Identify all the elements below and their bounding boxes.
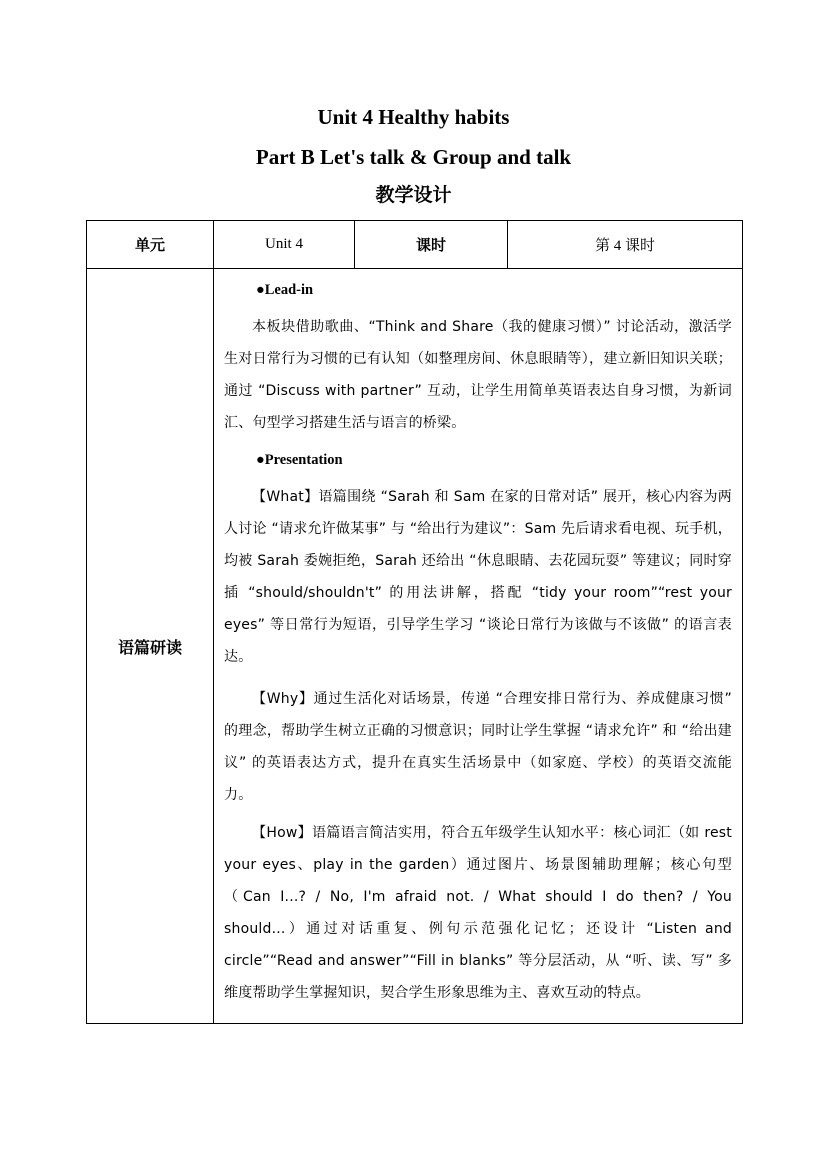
period-value-cell: 第 4 课时 [508, 221, 743, 269]
analysis-label-cell: 语篇研读 [87, 269, 214, 1024]
lesson-title: Part B Let's talk & Group and talk [255, 145, 572, 169]
leadin-paragraph: 本板块借助歌曲、“Think and Share（我的健康习惯）” 讨论活动，激活学生对日常行为习惯的已有认知（如整理房间、休息眼睛等），建立新旧知识关联；通过 “Discuss with partner” 互动，让学生用简单英语表达自身习惯，为新词汇、句型学习搭建生活与语言的桥梁。 [224, 319, 732, 431]
presentation-heading: ●Presentation [256, 452, 343, 468]
analysis-content-cell [214, 269, 743, 1024]
why-paragraph: 【Why】通过生活化对话场景，传递 “合理安排日常行为、养成健康习惯” 的理念，帮助学生树立正确的习惯意识；同时让学生掌握 “请求允许” 和 “给出建议” 的英语表达方式，提升在真实生活场景中（如家庭、学校）的英语交流能力。 [224, 691, 732, 803]
how-paragraph: 【How】语篇语言简洁实用，符合五年级学生认知水平：核心词汇（如 rest your eyes、play in the garden）通过图片、场景图辅助理解；核心句型（Can I...? / No, I'm afraid not. / What should I do then? / You should...）通过对话重复、例句示范强化记忆；还设计 “Listen and circle”“Read and answer”“Fill in blanks” 等分层活动，从 “听、读、写” 多维度帮助学生掌握知识，契合学生形象思维为主、喜欢互动的特点。 [224, 825, 732, 1001]
analysis-row [87, 269, 743, 1024]
unit-title: Unit 4 Healthy habits [317, 105, 510, 129]
design-title: 教学设计 [375, 184, 452, 206]
period-label-cell: 课时 [355, 221, 508, 269]
title-block [0, 97, 827, 213]
unit-label-cell: 单元 [87, 221, 214, 269]
lesson-design-table [86, 220, 743, 1024]
unit-value-cell: Unit 4 [214, 221, 355, 269]
info-row [87, 221, 743, 269]
leadin-heading: ●Lead-in [256, 282, 314, 298]
what-paragraph: 【What】语篇围绕 “Sarah 和 Sam 在家的日常对话” 展开，核心内容为两人讨论 “请求允许做某事” 与 “给出行为建议”：Sam 先后请求看电视、玩手机，均被 Sarah 委婉拒绝，Sarah 还给出 “休息眼睛、去花园玩耍” 等建议；同时穿插 “should/shouldn't” 的用法讲解，搭配 “tidy your room”“rest your eyes” 等日常行为短语，引导学生学习 “谈论日常行为该做与不该做” 的语言表达。 [224, 489, 732, 665]
